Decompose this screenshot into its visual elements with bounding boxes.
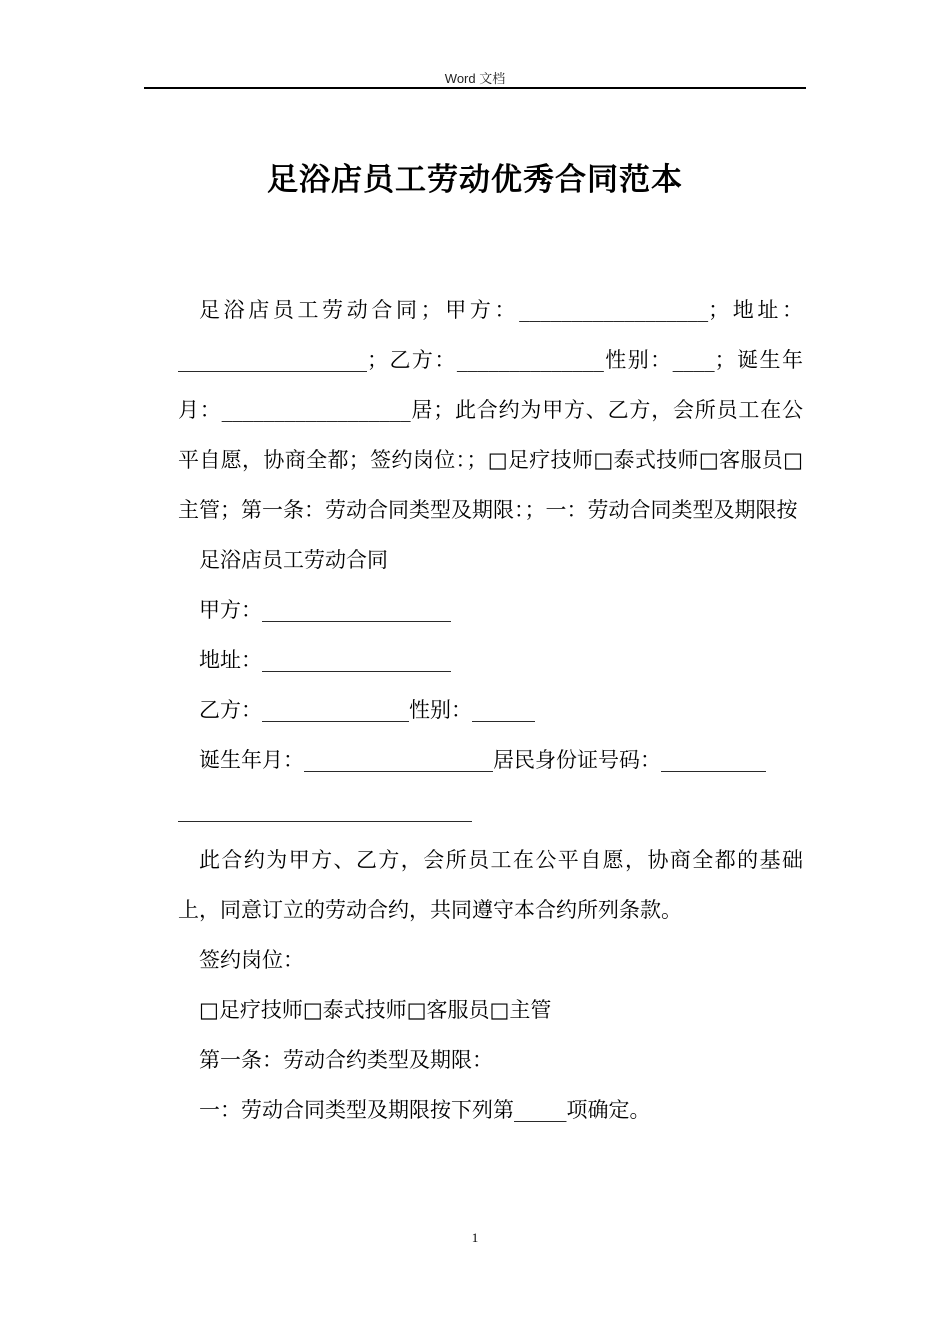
document-body <box>178 285 803 1135</box>
position-label: 签约岗位： <box>199 948 304 972</box>
address-line: 地址：__________________ <box>199 648 451 672</box>
position-options: □足疗技师□泰式技师□客服员□主管 <box>199 998 552 1022</box>
party-a-line: 甲方：__________________ <box>199 598 451 622</box>
summary-paragraph: 足浴店员工劳动合同；甲方：__________________；地址：__________________；乙方：______________性别：____；诞生年月：__________________居；此合约为甲方、乙方，会所员工在公平自愿，协商全都；签约岗位：；□足疗技师□泰式技师□客服员□主管；第一条：劳动合同类型及期限：；一：劳动合同类型及期限按 <box>178 298 803 522</box>
id-continuation-line: ____________________________ <box>178 798 472 822</box>
birth-id-line: 诞生年月：__________________居民身份证号码：__________ <box>199 748 766 772</box>
clause-1: 一：劳动合同类型及期限按下列第_____项确定。 <box>199 1098 651 1122</box>
document-title: 足浴店员工劳动优秀合同范本 <box>267 162 683 198</box>
agreement-paragraph: 此合约为甲方、乙方，会所员工在公平自愿，协商全都的基础上，同意订立的劳动合约，共同遵守本合约所列条款。 <box>178 848 803 922</box>
contract-name-line: 足浴店员工劳动合同 <box>199 548 388 572</box>
article-1-heading: 第一条：劳动合约类型及期限： <box>199 1048 493 1072</box>
header-rule <box>144 87 806 89</box>
party-b-line: 乙方：______________性别：______ <box>199 698 535 722</box>
document-header-label: Word 文档 <box>444 71 506 86</box>
page-number: 1 <box>471 1230 479 1245</box>
